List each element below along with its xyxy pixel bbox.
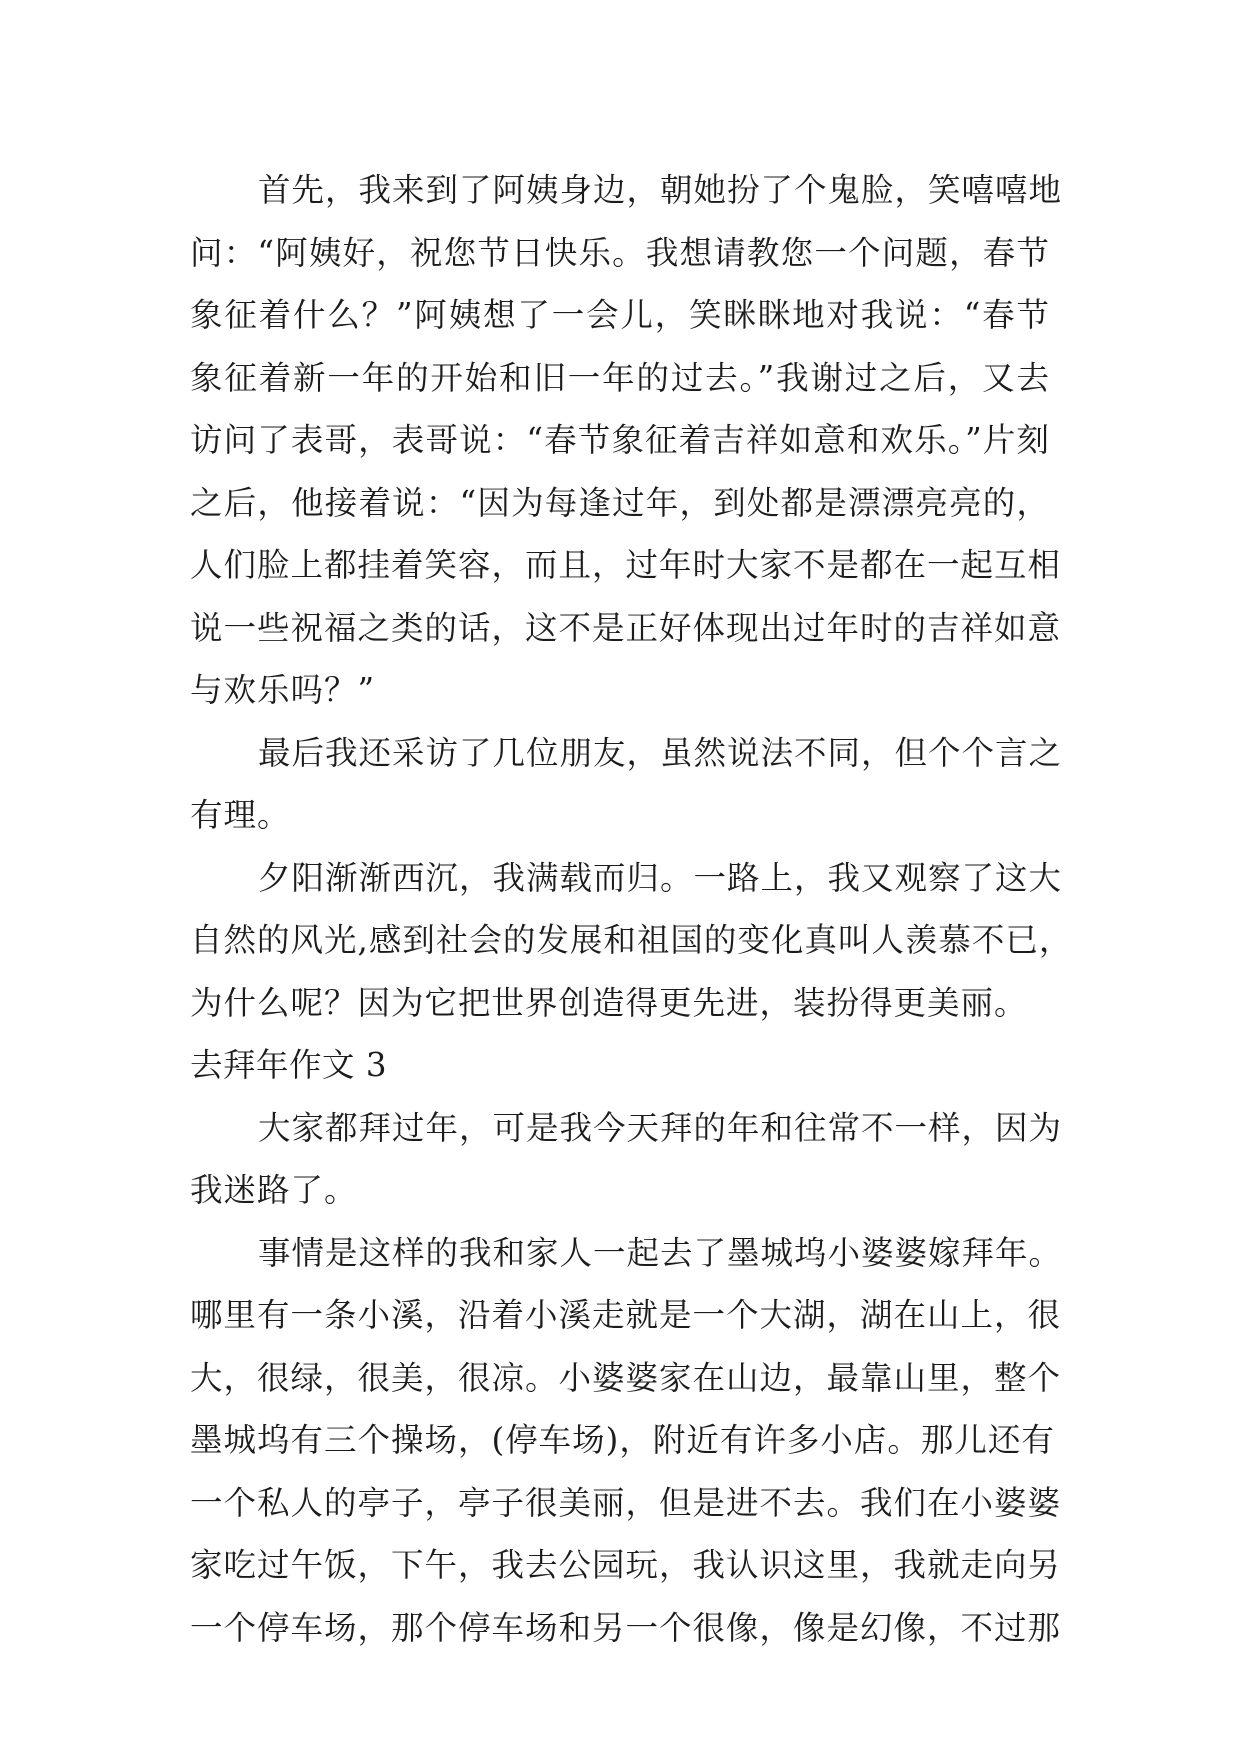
paragraph-line: 象征着什么？”阿姨想了一会儿，笑眯眯地对我说：“春节	[190, 296, 1050, 334]
paragraph-line: 事情是这样的我和家人一起去了墨城坞小婆婆嫁拜年。	[258, 1233, 1063, 1272]
section-heading: 去拜年作文 3	[190, 1046, 388, 1084]
paragraph-line: 人们脸上都挂着笑容，而且，过年时大家不是都在一起互相	[190, 546, 1062, 584]
paragraph-line: 我迷路了。	[190, 1171, 358, 1209]
paragraph-line: 大家都拜过年，可是我今天拜的年和往常不一样，因为	[258, 1108, 1063, 1147]
paragraph-line: 问：“阿姨好，祝您节日快乐。我想请教您一个问题，春节	[190, 233, 1050, 272]
paragraph-line: 自然的风光,感到社会的发展和祖国的变化真叫人羡慕不已，	[190, 921, 1073, 959]
paragraph-line: 访问了表哥，表哥说：“春节象征着吉祥如意和欢乐。”片刻	[190, 421, 1050, 459]
paragraph-line: 夕阳渐渐西沉，我满载而归。一路上，我又观察了这大	[258, 858, 1063, 897]
paragraph-line: 哪里有一条小溪，沿着小溪走就是一个大湖，湖在山上，很	[190, 1296, 1062, 1334]
paragraph-line: 大，很绿，很美，很凉。小婆婆家在山边，最靠山里，整个	[190, 1358, 1062, 1397]
paragraph-line: 最后我还采访了几位朋友，虽然说法不同，但个个言之	[258, 733, 1063, 772]
paragraph-line: 与欢乐吗？”	[190, 671, 376, 709]
paragraph-line: 一个私人的亭子，亭子很美丽，但是进不去。我们在小婆婆	[190, 1483, 1062, 1522]
paragraph-line: 一个停车场，那个停车场和另一个很像，像是幻像，不过那	[190, 1608, 1062, 1647]
essay-body	[190, 159, 1073, 1659]
paragraph-line: 首先，我来到了阿姨身边，朝她扮了个鬼脸，笑嘻嘻地	[258, 171, 1063, 209]
paragraph-line: 说一些祝福之类的话，这不是正好体现出过年时的吉祥如意	[190, 608, 1062, 647]
paragraph-line: 家吃过午饭，下午，我去公园玩，我认识这里，我就走向另	[190, 1546, 1062, 1584]
paragraph-line: 墨城坞有三个操场，(停车场)，附近有许多小店。那儿还有	[190, 1421, 1055, 1459]
paragraph-line: 之后，他接着说：“因为每逢过年，到处都是漂漂亮亮的，	[190, 483, 1050, 522]
paragraph-line: 象征着新一年的开始和旧一年的过去。”我谢过之后，又去	[190, 358, 1050, 397]
paragraph-line: 为什么呢？因为它把世界创造得更先进，装扮得更美丽。	[190, 983, 1028, 1022]
paragraph-line: 有理。	[190, 796, 291, 834]
